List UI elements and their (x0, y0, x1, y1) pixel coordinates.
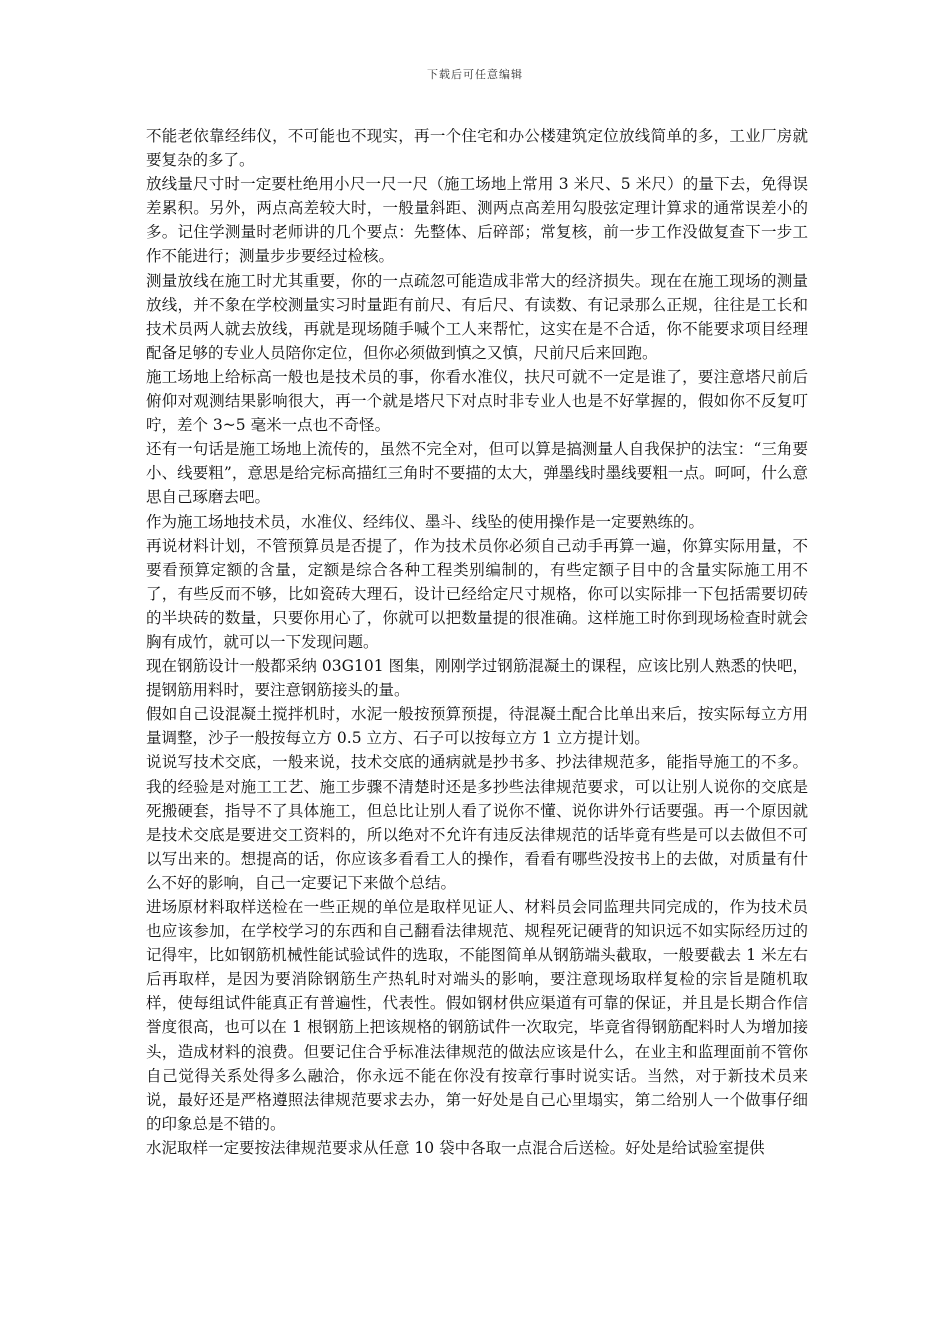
paragraph: 现在钢筋设计一般都采纳 03G101 图集，刚刚学过钢筋混凝土的课程，应该比别人熟悉的快吧，提钢筋用料时，要注意钢筋接头的量。 (146, 657, 808, 700)
paragraph: 说说写技术交底，一般来说，技术交底的通病就是抄书多、抄法律规范多，能指导施工的不多。我的经验是对施工工艺、施工步骤不清楚时还是多抄些法律规范要求，可以让别人说你的交底是死搬硬套，指导不了具体施工，但总比让别人看了说你不懂、说你讲外行话要强。再一个原因就是技术交底是要进交工资料的，所以绝对不允许有违反法律规范的话毕竟有些是可以去做但不可以写出来的。想提高的话，你应该多看看工人的操作，看看有哪些没按书上的去做，对质量有什么不好的影响，自己一定要记下来做个总结。 (146, 753, 808, 892)
paragraph: 施工场地上给标高一般也是技术员的事，你看水准仪，扶尺可就不一定是谁了，要注意塔尺前后俯仰对观测结果影响很大，再一个就是塔尺下对点时非专业人也是不好掌握的，假如你不反复叮咛，差个 3~5 毫米一点也不奇怪。 (146, 367, 808, 435)
paragraph: 测量放线在施工时尤其重要，你的一点疏忽可能造成非常大的经济损失。现在在施工现场的测量放线，并不象在学校测量实习时量距有前尺、有后尺、有读数、有记录那么正规，往往是工长和技术员两人就去放线，再就是现场随手喊个工人来帮忙，这实在是不合适，你不能要求项目经理配备足够的专业人员陪你定位，但你必须做到慎之又慎，尺前尺后来回跑。 (146, 271, 808, 362)
page-header: 下载后可任意编辑 (427, 68, 523, 81)
paragraph: 还有一句话是施工场地上流传的，虽然不完全对，但可以算是搞测量人自我保护的法宝：“三角要小、线要粗”，意思是给完标高描红三角时不要描的太大，弹墨线时墨线要粗一点。呵呵，什么意思自己琢磨去吧。 (146, 440, 808, 507)
paragraph: 进场原材料取样送检在一些正规的单位是取样见证人、材料员会同监理共同完成的，作为技术员也应该参加，在学校学习的东西和自己翻看法律规范、规程死记硬背的知识远不如实际经历过的记得牢，比如钢筋机械性能试验试件的选取，不能图简单从钢筋端头截取，一般要截去 1 米左右后再取样，是因为要消除钢筋生产热轧时对端头的影响，要注意现场取样复检的宗旨是随机取样，使每组试件能真正有普遍性，代表性。假如钢材供应渠道有可靠的保证，并且是长期合作信誉度很高，也可以在 1 根钢筋上把该规格的钢筋试件一次取完，毕竟省得钢筋配料时人为增加接头，造成材料的浪费。但要记住合乎标准法律规范的做法应该是什么，在业主和监理面前不管你自己觉得关系处得多么融洽，你永远不能在你没有按章行事时说实话。当然，对于新技术员来说，最好还是严格遵照法律规范要求去办，第一好处是自己心里塌实，第二给别人一个做事仔细的印象总是不错的。 (146, 898, 808, 1133)
paragraph: 再说材料计划，不管预算员是否提了，作为技术员你必须自己动手再算一遍，你算实际用量，不要看预算定额的含量，定额是综合各种工程类别编制的，有些定额子目中的含量实际施工用不了，有些反而不够，比如瓷砖大理石，设计已经给定尺寸规格，你可以实际排一下包括需要切砖的半块砖的数量，只要你用心了，你就可以把数量提的很准确。这样施工时你到现场检查时就会胸有成竹，就可以一下发现问题。 (146, 536, 808, 651)
paragraph: 假如自己设混凝土搅拌机时，水泥一般按预算预提，待混凝土配合比单出来后，按实际每立方用量调整，沙子一般按每立方 0.5 立方、石子可以按每立方 1 立方提计划。 (146, 705, 808, 748)
paragraph: 不能老依靠经纬仪，不可能也不现实，再一个住宅和办公楼建筑定位放线简单的多，工业厂房就要复杂的多了。 (146, 127, 808, 170)
paragraph: 作为施工场地技术员，水准仪、经纬仪、墨斗、线坠的使用操作是一定要熟练的。 (146, 512, 705, 531)
paragraph: 水泥取样一定要按法律规范要求从任意 10 袋中各取一点混合后送检。好处是给试验室提供 (146, 1138, 765, 1157)
document-body (146, 124, 808, 1160)
paragraph: 放线量尺寸时一定要杜绝用小尺一尺一尺（施工场地上常用 3 米尺、5 米尺）的量下去，免得误差累积。另外，两点高差较大时，一般量斜距、测两点高差用勾股弦定理计算求的通常误差小的多。记住学测量时老师讲的几个要点：先整体、后碎部；常复核，前一步工作没做复查下一步工作不能进行；测量步步要经过检核。 (146, 175, 808, 266)
